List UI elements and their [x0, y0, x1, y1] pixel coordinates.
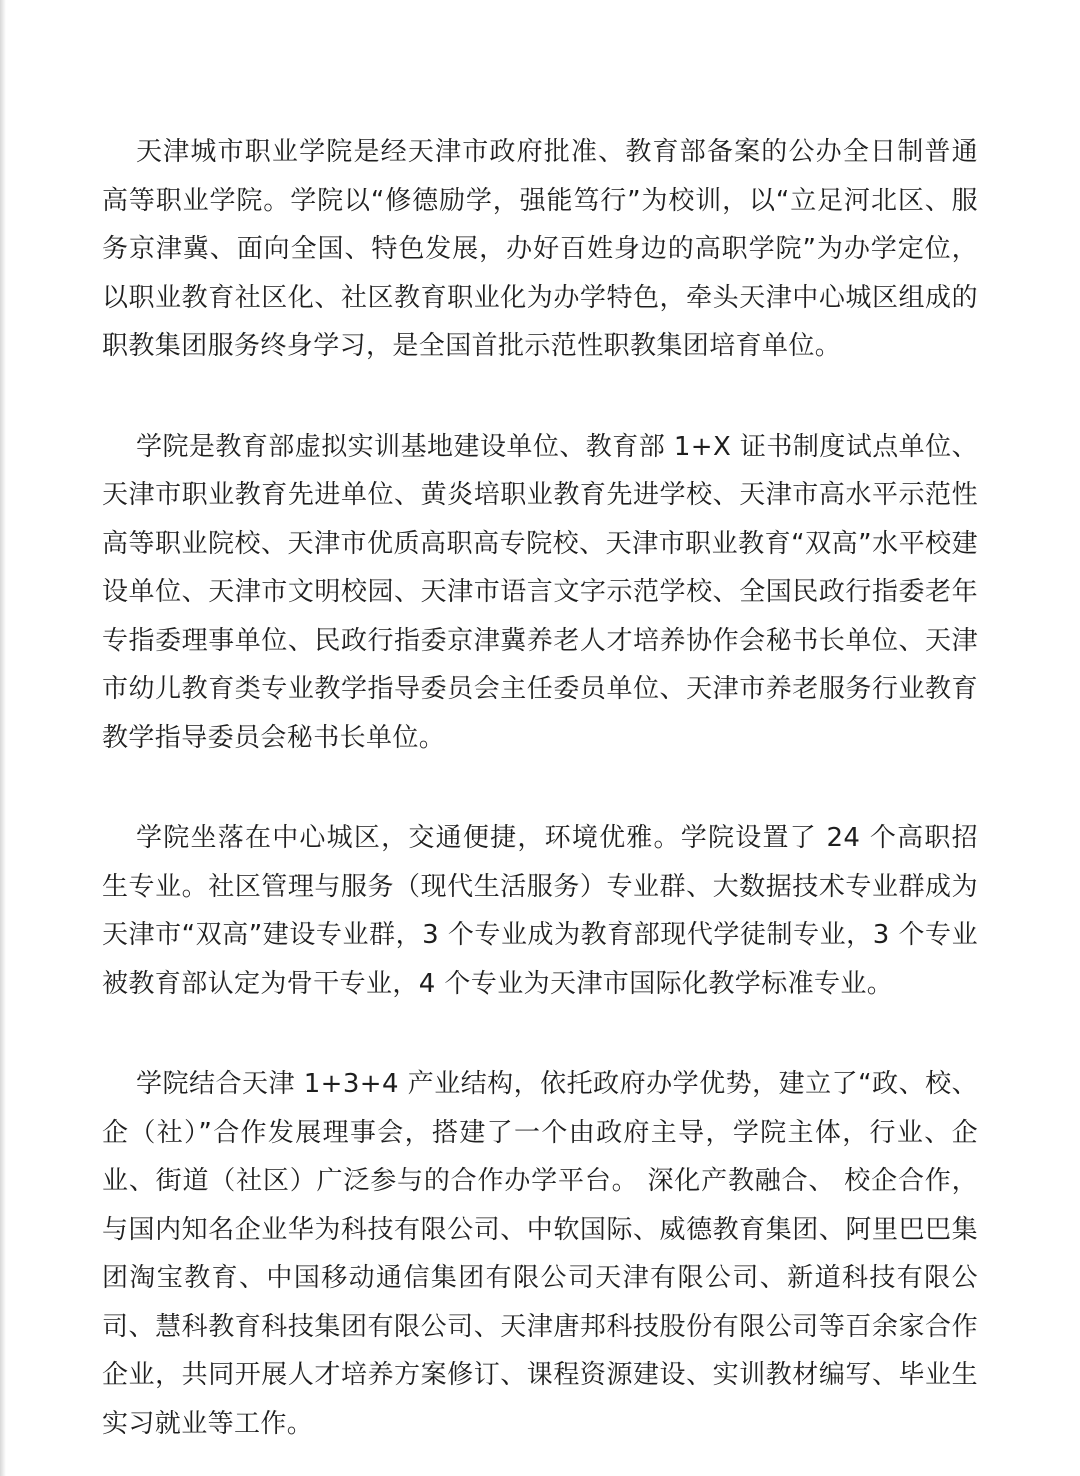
- paragraph-cooperation: 学院结合天津 1+3+4 产业结构，依托政府办学优势，建立了“政、校、企（社）”合作发展理事会，搭建了一个由政府主导，学院主体，行业、企业、街道（社区）广泛参与的合作办学平台。 深化产教融合、 校企合作，与国内知名企业华为科技有限公司、中软国际、威德教育集团、阿里巴巴集团淘宝教育、中国移动通信集团有限公司天津有限公司、新道科技有限公司、慧科教育科技集团有限公司、天津唐邦科技股份有限公司等百余家合作企业，共同开展人才培养方案修订、课程资源建设、实训教材编写、毕业生实习就业等工作。: [102, 1069, 978, 1439]
- paragraph-majors: 学院坐落在中心城区，交通便捷，环境优雅。学院设置了 24 个高职招生专业。社区管理与服务（现代生活服务）专业群、大数据技术专业群成为天津市“双高”建设专业群，3 个专业成为教育部现代学徒制专业，3 个专业被教育部认定为骨干专业，4 个专业为天津市国际化教学标准专业。: [102, 823, 978, 999]
- page-edge-shadow: [0, 0, 6, 1476]
- paragraph-honors: 学院是教育部虚拟实训基地建设单位、教育部 1+X 证书制度试点单位、天津市职业教育先进单位、黄炎培职业教育先进学校、天津市高水平示范性高等职业院校、天津市优质高职高专院校、天津市职业教育“双高”水平校建设单位、天津市文明校园、天津市语言文字示范学校、全国民政行指委老年专指委理事单位、民政行指委京津冀养老人才培养协作会秘书长单位、天津市幼儿教育类专业教学指导委员会主任委员单位、天津市养老服务行业教育教学指导委员会秘书长单位。: [102, 431, 978, 753]
- paragraph-introduction: 天津城市职业学院是经天津市政府批准、教育部备案的公办全日制普通高等职业学院。学院以“修德励学，强能笃行”为校训，以“立足河北区、服务京津冀、面向全国、特色发展，办好百姓身边的高职学院”为办学定位，以职业教育社区化、社区教育职业化为办学特色，牵头天津中心城区组成的职教集团服务终身学习，是全国首批示范性职教集团培育单位。: [102, 137, 978, 361]
